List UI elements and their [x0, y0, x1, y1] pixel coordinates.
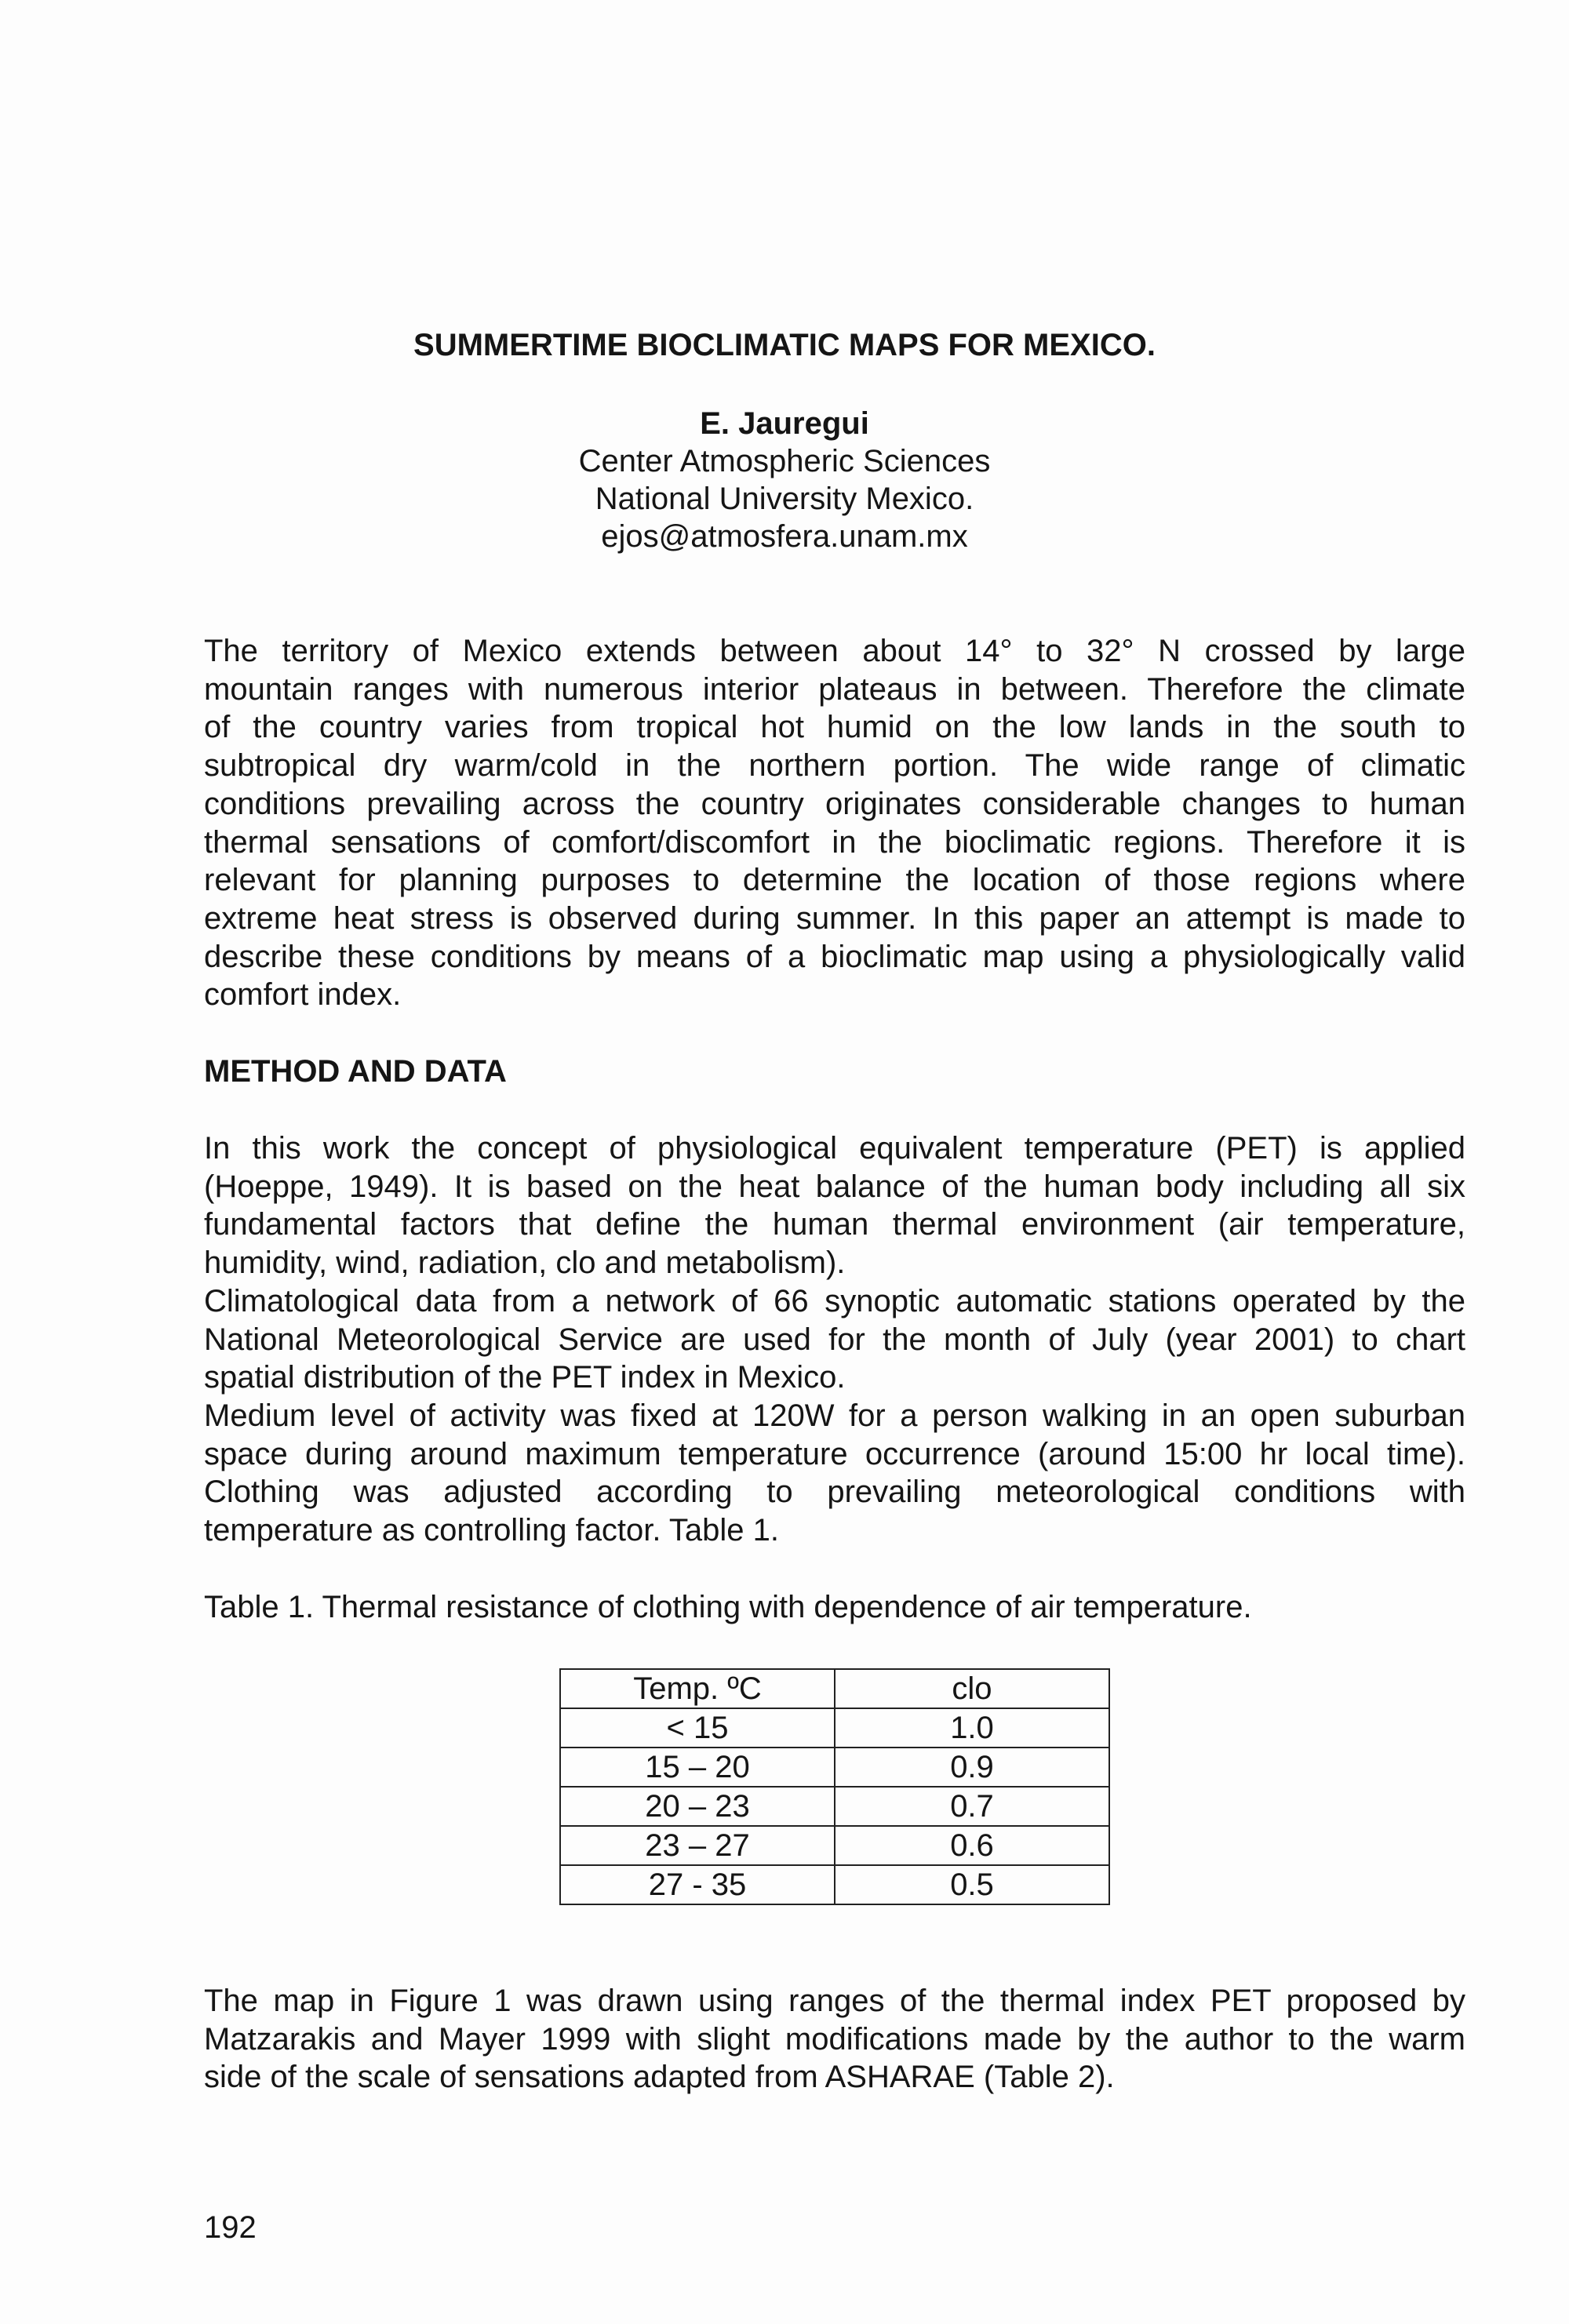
text-line: space during around maximum temperature occurrence (around 15:00 hr local time).	[204, 1436, 1465, 1471]
text-line: spatial distribution of the PET index in Mexico.	[204, 1360, 846, 1395]
temperature-cell: 15 – 20	[560, 1748, 835, 1787]
table-row	[560, 1826, 1109, 1865]
clothing-table	[559, 1668, 1110, 1905]
text-line: relevant for planning purposes to determine the location of those regions where	[204, 863, 1465, 898]
author-block	[0, 405, 1569, 555]
clo-cell: 0.6	[835, 1826, 1109, 1865]
text-line: of the country varies from tropical hot humid on the low lands in the south to	[204, 710, 1465, 745]
text-line: temperature as controlling factor. Table 1.	[204, 1513, 780, 1548]
clo-cell: 0.9	[835, 1748, 1109, 1787]
text-line: thermal sensations of comfort/discomfort in the bioclimatic regions. Therefore it is	[204, 824, 1465, 860]
text-line: comfort index.	[204, 977, 402, 1013]
table-row	[560, 1787, 1109, 1826]
table-row	[560, 1865, 1109, 1904]
text-line: describe these conditions by means of a bioclimatic map using a physiologically valid	[204, 939, 1465, 974]
text-line: National Meteorological Service are used for the month of July (year 2001) to chart	[204, 1322, 1465, 1357]
intro-paragraph	[204, 632, 1465, 1014]
method-paragraph	[204, 1129, 1465, 1550]
temperature-cell: 27 - 35	[560, 1865, 835, 1904]
text-line: Matzarakis and Mayer 1999 with slight modifications made by the author to the warm	[204, 2021, 1465, 2057]
temperature-cell: < 15	[560, 1708, 835, 1748]
text-line: conditions prevailing across the country originates considerable changes to human	[204, 786, 1465, 821]
text-line: The map in Figure 1 was drawn using ranges of the thermal index PET proposed by	[204, 1984, 1465, 2018]
temperature-cell: 23 – 27	[560, 1826, 835, 1865]
author-name: E. Jauregui	[700, 406, 869, 441]
paper-title: SUMMERTIME BIOCLIMATIC MAPS FOR MEXICO.	[413, 328, 1156, 362]
table-caption: Table 1. Thermal resistance of clothing with dependence of air temperature.	[204, 1590, 1252, 1624]
column-header: Temp. ºC	[560, 1669, 835, 1708]
column-header: clo	[835, 1669, 1109, 1708]
affiliation-line: National University Mexico.	[595, 482, 974, 516]
text-line: Medium level of activity was fixed at 120W for a person walking in an open suburban	[204, 1398, 1465, 1433]
section-heading: METHOD AND DATA	[204, 1054, 507, 1089]
text-line: (Hoeppe, 1949). It is based on the heat balance of the human body including all six	[204, 1169, 1465, 1204]
text-line: extreme heat stress is observed during summer. In this paper an attempt is made to	[204, 900, 1465, 936]
text-line: humidity, wind, radiation, clo and metabolism).	[204, 1246, 846, 1281]
table-row	[560, 1748, 1109, 1787]
text-line: In this work the concept of physiological equivalent temperature (PET) is applied	[204, 1131, 1465, 1166]
affiliation-line: Center Atmospheric Sciences	[578, 444, 991, 478]
text-line: The territory of Mexico extends between about 14° to 32° N crossed by large	[204, 634, 1465, 668]
clo-cell: 1.0	[835, 1708, 1109, 1748]
clo-cell: 0.7	[835, 1787, 1109, 1826]
text-line: Climatological data from a network of 66 synoptic automatic stations operated by the	[204, 1283, 1465, 1318]
text-line: side of the scale of sensations adapted from ASHARAE (Table 2).	[204, 2060, 1115, 2095]
author-email: ejos@atmosfera.unam.mx	[601, 519, 968, 554]
text-line: fundamental factors that define the human thermal environment (air temperature,	[204, 1207, 1465, 1242]
table-header-row	[560, 1669, 1109, 1708]
closing-paragraph	[204, 1982, 1465, 2097]
table-row	[560, 1708, 1109, 1748]
text-line: mountain ranges with numerous interior plateaus in between. Therefore the climate	[204, 671, 1465, 707]
page-number: 192	[204, 2210, 257, 2245]
temperature-cell: 20 – 23	[560, 1787, 835, 1826]
text-line: subtropical dry warm/cold in the northern portion. The wide range of climatic	[204, 748, 1465, 784]
text-line: Clothing was adjusted according to prevailing meteorological conditions with	[204, 1475, 1465, 1510]
clo-cell: 0.5	[835, 1865, 1109, 1904]
